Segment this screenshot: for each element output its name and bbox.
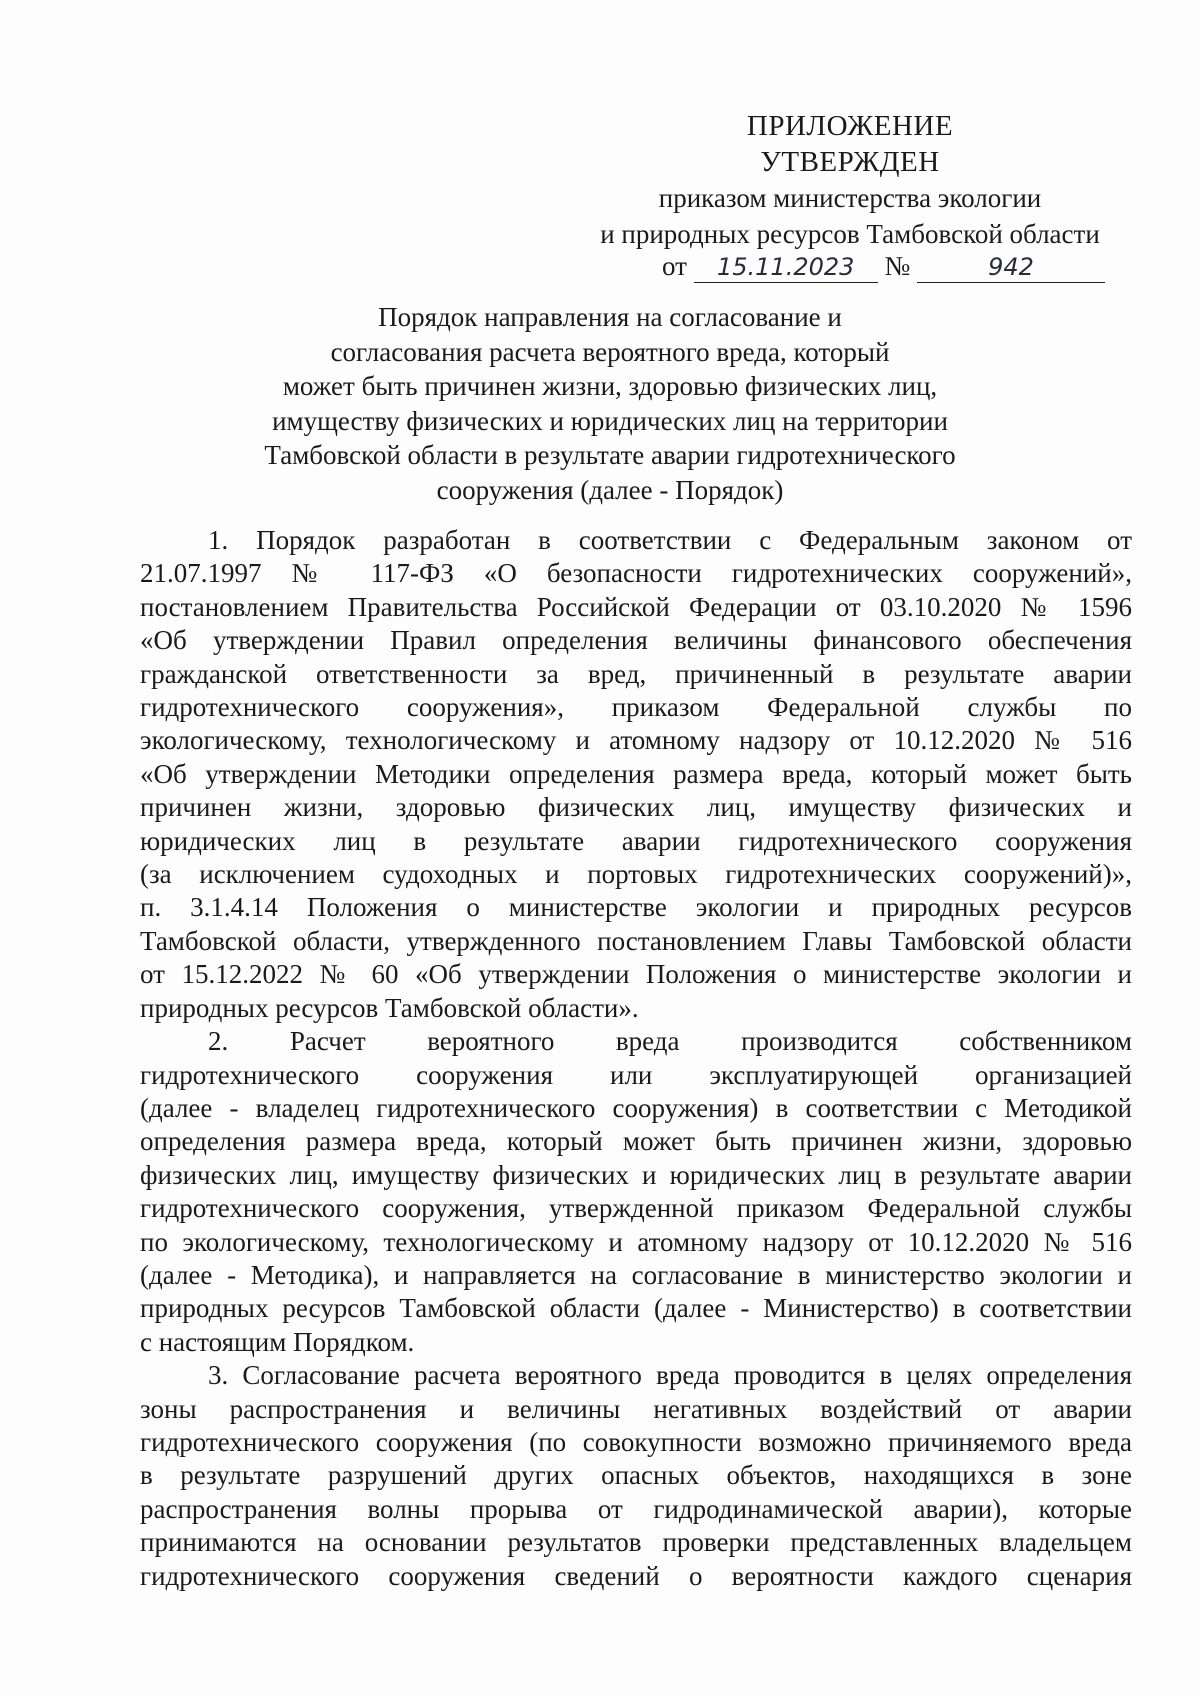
paragraph-1	[140, 524, 1132, 1025]
approved-by-line1: приказом министерства экологии	[658, 183, 1042, 213]
body-line: гидротехнического сооружения сведений о вероятности каждого сценария	[140, 1560, 1132, 1591]
paragraph-2	[140, 1025, 1132, 1359]
body-line: юридических лиц в результате аварии гидротехнического сооружения	[140, 825, 1132, 856]
body-line: принимаются на основании результатов проверки представленных владельцем	[140, 1527, 1132, 1558]
body-line: 2. Расчет вероятного вреда производится собственником	[208, 1026, 1132, 1057]
body-line: распространения волны прорыва от гидродинамической аварии), которые	[140, 1493, 1132, 1524]
document-body	[140, 524, 1132, 1593]
approved-by-line2: и природных ресурсов Тамбовской области	[600, 219, 1100, 249]
body-line: зоны распространения и величины негативных воздействий от аварии	[140, 1393, 1132, 1424]
handwritten-number: 942	[917, 252, 1105, 283]
approved-label: УТВЕРЖДЕН	[760, 146, 940, 178]
body-line: гидротехнического сооружения, утвержденной приказом Федеральной службы	[140, 1193, 1132, 1224]
body-line: физических лиц, имуществу физических и юридических лиц в результате аварии	[140, 1159, 1132, 1190]
title-line: сооружения (далее - Порядок)	[436, 474, 784, 505]
approval-header	[590, 108, 1110, 252]
body-line: 3. Согласование расчета вероятного вреда проводится в целях определения	[208, 1360, 1132, 1391]
body-line: в результате разрушений других опасных объектов, находящихся в зоне	[140, 1460, 1132, 1491]
body-line: гидротехнического сооружения», приказом Федеральной службы по	[140, 692, 1132, 723]
body-line: 21.07.1997 № 117-ФЗ «О безопасности гидротехнических сооружений»,	[140, 558, 1132, 589]
body-line: гидротехнического сооружения или эксплуатирующей организацией	[140, 1059, 1132, 1090]
number-label: №	[884, 251, 911, 281]
body-line: (далее - владелец гидротехнического сооружения) в соответствии с Методикой	[140, 1092, 1132, 1123]
body-line: причинен жизни, здоровью физических лиц, имуществу физических и	[140, 792, 1132, 823]
body-line: гидротехнического сооружения (по совокупности возможно причиняемого вреда	[140, 1426, 1132, 1457]
body-line: от 15.12.2022 № 60 «Об утверждении Положения о министерстве экологии и	[140, 959, 1132, 990]
body-line: гражданской ответственности за вред, причиненный в результате аварии	[140, 658, 1132, 689]
document-title	[250, 300, 970, 507]
body-line: (далее - Методика), и направляется на согласование в министерство экологии и	[140, 1259, 1132, 1290]
title-line: согласования расчета вероятного вреда, который	[330, 336, 890, 367]
from-label: от	[662, 251, 687, 281]
body-line: определения размера вреда, который может быть причинен жизни, здоровью	[140, 1126, 1132, 1157]
body-line: 1. Порядок разработан в соответствии с Федеральным законом от	[208, 525, 1132, 555]
order-reference	[662, 248, 1132, 284]
body-line: «Об утверждении Правил определения величины финансового обеспечения	[140, 625, 1132, 656]
title-line: Порядок направления на согласование и	[378, 302, 842, 332]
body-line: постановлением Правительства Российской Федерации от 03.10.2020 № 1596	[140, 591, 1132, 622]
paragraph-3	[140, 1359, 1132, 1593]
body-line: природных ресурсов Тамбовской области».	[140, 992, 639, 1023]
title-line: Тамбовской области в результате аварии гидротехнического	[264, 440, 956, 470]
body-line: п. 3.1.4.14 Положения о министерстве экологии и природных ресурсов	[140, 892, 1132, 923]
body-line: с настоящим Порядком.	[140, 1326, 415, 1357]
body-line: «Об утверждении Методики определения размера вреда, который может быть	[140, 758, 1132, 789]
body-line: по экологическому, технологическому и атомному надзору от 10.12.2020 № 516	[140, 1226, 1132, 1257]
handwritten-date: 15.11.2023	[694, 252, 878, 283]
title-line: может быть причинен жизни, здоровью физических лиц,	[282, 371, 938, 401]
appendix-label: ПРИЛОЖЕНИЕ	[746, 110, 954, 142]
body-line: экологическому, технологическому и атомному надзору от 10.12.2020 № 516	[140, 725, 1132, 756]
body-line: природных ресурсов Тамбовской области (далее - Министерство) в соответствии	[140, 1293, 1132, 1324]
title-line: имуществу физических и юридических лиц на территории	[272, 405, 948, 436]
body-line: Тамбовской области, утвержденного постановлением Главы Тамбовской области	[140, 925, 1132, 956]
body-line: (за исключением судоходных и портовых гидротехнических сооружений)»,	[140, 859, 1132, 890]
